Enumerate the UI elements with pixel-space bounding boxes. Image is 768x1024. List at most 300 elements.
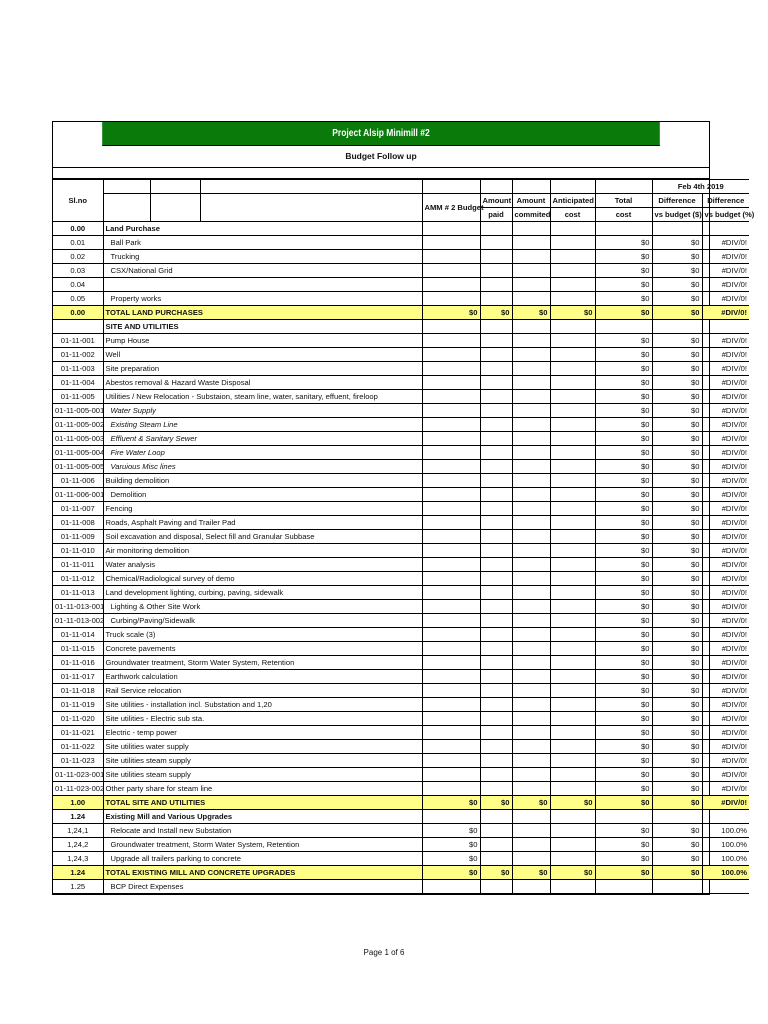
table-row bbox=[53, 292, 749, 306]
row-description: Utilities / New Relocation - Substaion, steam line, water, sanitary, effuent, fireloop bbox=[103, 390, 422, 404]
cell-budget bbox=[422, 236, 480, 250]
cell-budget bbox=[422, 698, 480, 712]
cell-diff-dollar: $0 bbox=[652, 236, 702, 250]
row-description: Fencing bbox=[103, 502, 422, 516]
row-description: Site utilities steam supply bbox=[103, 768, 422, 782]
cell-committed bbox=[512, 222, 550, 236]
header-date: Feb 4th 2019 bbox=[652, 180, 749, 194]
cell-budget: $0 bbox=[422, 306, 480, 320]
cell-committed bbox=[512, 698, 550, 712]
cell-total: $0 bbox=[595, 782, 652, 796]
cell-budget: $0 bbox=[422, 838, 480, 852]
cell-budget bbox=[422, 572, 480, 586]
table-row bbox=[53, 698, 749, 712]
table-row bbox=[53, 460, 749, 474]
cell-anticipated bbox=[550, 838, 595, 852]
cell-total: $0 bbox=[595, 754, 652, 768]
cell-anticipated bbox=[550, 418, 595, 432]
cell-budget bbox=[422, 432, 480, 446]
cell-diff-pct: #DIV/0! bbox=[702, 600, 749, 614]
cell-anticipated bbox=[550, 264, 595, 278]
cell-committed bbox=[512, 852, 550, 866]
row-description: Concrete pavements bbox=[103, 642, 422, 656]
cell-anticipated bbox=[550, 670, 595, 684]
cell-budget bbox=[422, 418, 480, 432]
cell-paid bbox=[480, 460, 512, 474]
cell-diff-dollar: $0 bbox=[652, 390, 702, 404]
cell-diff-dollar: $0 bbox=[652, 348, 702, 362]
cell-total: $0 bbox=[595, 530, 652, 544]
table-row bbox=[53, 418, 749, 432]
table-row bbox=[53, 628, 749, 642]
cell-diff-dollar: $0 bbox=[652, 698, 702, 712]
cell-total: $0 bbox=[595, 586, 652, 600]
cell-total: $0 bbox=[595, 390, 652, 404]
cell-anticipated bbox=[550, 586, 595, 600]
cell-committed bbox=[512, 754, 550, 768]
cell-total: $0 bbox=[595, 572, 652, 586]
row-number: 01-11-005-005 bbox=[53, 460, 103, 474]
table-row bbox=[53, 684, 749, 698]
row-description: Water Supply bbox=[103, 404, 422, 418]
table-row bbox=[53, 782, 749, 796]
cell-diff-pct: 100.0% bbox=[702, 852, 749, 866]
row-description: Property works bbox=[103, 292, 422, 306]
row-number: 01-11-005 bbox=[53, 390, 103, 404]
row-description: Ball Park bbox=[103, 236, 422, 250]
header-blank bbox=[512, 180, 550, 194]
cell-paid bbox=[480, 628, 512, 642]
cell-total: $0 bbox=[595, 278, 652, 292]
cell-paid bbox=[480, 810, 512, 824]
cell-diff-dollar: $0 bbox=[652, 796, 702, 810]
cell-paid bbox=[480, 614, 512, 628]
cell-committed bbox=[512, 880, 550, 894]
table-row bbox=[53, 404, 749, 418]
cell-paid bbox=[480, 236, 512, 250]
spacer-row bbox=[53, 168, 709, 179]
cell-paid bbox=[480, 838, 512, 852]
row-description: Soil excavation and disposal, Select fill and Granular Subbase bbox=[103, 530, 422, 544]
cell-diff-pct: #DIV/0! bbox=[702, 684, 749, 698]
cell-budget bbox=[422, 250, 480, 264]
row-number: 01-11-017 bbox=[53, 670, 103, 684]
row-number: 01-11-005-001 bbox=[53, 404, 103, 418]
row-description: Demolition bbox=[103, 488, 422, 502]
row-number: 01-11-012 bbox=[53, 572, 103, 586]
row-number: 0.03 bbox=[53, 264, 103, 278]
cell-diff-dollar: $0 bbox=[652, 376, 702, 390]
cell-diff-dollar: $0 bbox=[652, 740, 702, 754]
header-diff-pct: Difference bbox=[702, 194, 749, 208]
cell-anticipated bbox=[550, 712, 595, 726]
cell-committed bbox=[512, 670, 550, 684]
cell-committed bbox=[512, 628, 550, 642]
row-number: 01-11-016 bbox=[53, 656, 103, 670]
cell-budget bbox=[422, 474, 480, 488]
cell-budget bbox=[422, 642, 480, 656]
row-number: 01-11-013-002 bbox=[53, 614, 103, 628]
cell-diff-dollar: $0 bbox=[652, 530, 702, 544]
cell-total: $0 bbox=[595, 740, 652, 754]
row-number: 1.00 bbox=[53, 796, 103, 810]
row-description: TOTAL SITE AND UTILITIES bbox=[103, 796, 422, 810]
cell-paid bbox=[480, 572, 512, 586]
cell-budget bbox=[422, 488, 480, 502]
cell-budget bbox=[422, 292, 480, 306]
cell-paid bbox=[480, 740, 512, 754]
cell-anticipated bbox=[550, 376, 595, 390]
cell-committed bbox=[512, 348, 550, 362]
cell-committed: $0 bbox=[512, 866, 550, 880]
row-number: 1.24 bbox=[53, 810, 103, 824]
cell-diff-dollar: $0 bbox=[652, 572, 702, 586]
row-number: 01-11-006-001 bbox=[53, 488, 103, 502]
cell-budget bbox=[422, 600, 480, 614]
row-number: 01-11-020 bbox=[53, 712, 103, 726]
row-number: 0.01 bbox=[53, 236, 103, 250]
cell-committed bbox=[512, 684, 550, 698]
row-description: TOTAL LAND PURCHASES bbox=[103, 306, 422, 320]
cell-total bbox=[595, 810, 652, 824]
cell-total: $0 bbox=[595, 656, 652, 670]
cell-anticipated bbox=[550, 530, 595, 544]
row-description: Upgrade all trailers parking to concrete bbox=[103, 852, 422, 866]
cell-total: $0 bbox=[595, 404, 652, 418]
cell-paid bbox=[480, 250, 512, 264]
cell-total: $0 bbox=[595, 642, 652, 656]
cell-diff-pct: #DIV/0! bbox=[702, 698, 749, 712]
row-description: Effluent & Sanitary Sewer bbox=[103, 432, 422, 446]
cell-diff-pct: #DIV/0! bbox=[702, 278, 749, 292]
cell-paid bbox=[480, 292, 512, 306]
cell-diff-pct: #DIV/0! bbox=[702, 376, 749, 390]
cell-total: $0 bbox=[595, 726, 652, 740]
cell-committed bbox=[512, 488, 550, 502]
cell-committed bbox=[512, 376, 550, 390]
row-number: 01-11-022 bbox=[53, 740, 103, 754]
cell-paid bbox=[480, 348, 512, 362]
cell-paid bbox=[480, 432, 512, 446]
cell-committed bbox=[512, 474, 550, 488]
row-description bbox=[103, 278, 422, 292]
row-description: Land development lighting, curbing, paving, sidewalk bbox=[103, 586, 422, 600]
cell-paid bbox=[480, 684, 512, 698]
cell-paid bbox=[480, 852, 512, 866]
cell-diff-pct: #DIV/0! bbox=[702, 334, 749, 348]
section-row bbox=[53, 810, 749, 824]
cell-diff-dollar: $0 bbox=[652, 586, 702, 600]
table-row bbox=[53, 488, 749, 502]
cell-anticipated: $0 bbox=[550, 866, 595, 880]
cell-diff-pct: #DIV/0! bbox=[702, 292, 749, 306]
cell-diff-dollar: $0 bbox=[652, 264, 702, 278]
header-blank bbox=[480, 180, 512, 194]
cell-paid bbox=[480, 824, 512, 838]
row-description: Air monitoring demolition bbox=[103, 544, 422, 558]
cell-diff-dollar: $0 bbox=[652, 838, 702, 852]
cell-diff-pct: #DIV/0! bbox=[702, 502, 749, 516]
cell-budget bbox=[422, 544, 480, 558]
table-row bbox=[53, 348, 749, 362]
sheet-title: Project Alsip Minimill #2 bbox=[102, 122, 660, 146]
header-row-1 bbox=[53, 194, 749, 208]
cell-diff-pct: #DIV/0! bbox=[702, 670, 749, 684]
cell-diff-pct: 100.0% bbox=[702, 866, 749, 880]
header-amount-paid: Amount bbox=[480, 194, 512, 208]
table-row bbox=[53, 600, 749, 614]
cell-budget bbox=[422, 754, 480, 768]
cell-diff-dollar bbox=[652, 880, 702, 894]
cell-total: $0 bbox=[595, 362, 652, 376]
cell-budget bbox=[422, 404, 480, 418]
cell-paid bbox=[480, 698, 512, 712]
cell-total: $0 bbox=[595, 236, 652, 250]
cell-diff-dollar: $0 bbox=[652, 782, 702, 796]
cell-total: $0 bbox=[595, 768, 652, 782]
cell-anticipated bbox=[550, 572, 595, 586]
cell-diff-pct: #DIV/0! bbox=[702, 236, 749, 250]
cell-diff-dollar: $0 bbox=[652, 418, 702, 432]
row-number: 01-11-013-001 bbox=[53, 600, 103, 614]
cell-paid bbox=[480, 320, 512, 334]
row-description: Groundwater treatment, Storm Water System, Retention bbox=[103, 838, 422, 852]
cell-paid bbox=[480, 544, 512, 558]
row-description: Site preparation bbox=[103, 362, 422, 376]
cell-committed bbox=[512, 250, 550, 264]
cell-paid bbox=[480, 404, 512, 418]
cell-budget bbox=[422, 740, 480, 754]
table-row bbox=[53, 362, 749, 376]
cell-total: $0 bbox=[595, 838, 652, 852]
cell-committed bbox=[512, 516, 550, 530]
row-description: Varuious Misc lines bbox=[103, 460, 422, 474]
cell-anticipated bbox=[550, 474, 595, 488]
row-number: 1.24 bbox=[53, 866, 103, 880]
section-row bbox=[53, 222, 749, 236]
cell-total bbox=[595, 880, 652, 894]
cell-paid bbox=[480, 376, 512, 390]
header-total: Total bbox=[595, 194, 652, 208]
table-row bbox=[53, 768, 749, 782]
table-row bbox=[53, 656, 749, 670]
cell-anticipated bbox=[550, 278, 595, 292]
total-row bbox=[53, 306, 749, 320]
row-description: Pump House bbox=[103, 334, 422, 348]
cell-diff-pct: #DIV/0! bbox=[702, 614, 749, 628]
table-row bbox=[53, 642, 749, 656]
cell-budget bbox=[422, 222, 480, 236]
cell-anticipated bbox=[550, 642, 595, 656]
cell-committed bbox=[512, 586, 550, 600]
row-description: Well bbox=[103, 348, 422, 362]
cell-budget bbox=[422, 390, 480, 404]
cell-diff-dollar bbox=[652, 222, 702, 236]
cell-paid bbox=[480, 222, 512, 236]
cell-anticipated bbox=[550, 628, 595, 642]
row-description: Site utilities water supply bbox=[103, 740, 422, 754]
cell-anticipated bbox=[550, 488, 595, 502]
cell-diff-dollar: $0 bbox=[652, 600, 702, 614]
cell-diff-dollar: $0 bbox=[652, 670, 702, 684]
cell-committed bbox=[512, 334, 550, 348]
header-amount-paid-2: paid bbox=[480, 208, 512, 222]
cell-diff-dollar: $0 bbox=[652, 404, 702, 418]
header-blank bbox=[422, 180, 480, 194]
cell-budget bbox=[422, 670, 480, 684]
cell-budget bbox=[422, 264, 480, 278]
cell-committed bbox=[512, 600, 550, 614]
cell-anticipated bbox=[550, 726, 595, 740]
cell-anticipated bbox=[550, 362, 595, 376]
table-row bbox=[53, 824, 749, 838]
row-description: Abestos removal & Hazard Waste Disposal bbox=[103, 376, 422, 390]
row-description: TOTAL EXISTING MILL AND CONCRETE UPGRADES bbox=[103, 866, 422, 880]
cell-paid bbox=[480, 516, 512, 530]
row-number bbox=[53, 320, 103, 334]
cell-committed bbox=[512, 264, 550, 278]
cell-budget: $0 bbox=[422, 796, 480, 810]
cell-diff-dollar: $0 bbox=[652, 726, 702, 740]
table-row bbox=[53, 474, 749, 488]
row-number: 01-11-010 bbox=[53, 544, 103, 558]
cell-paid bbox=[480, 768, 512, 782]
cell-total: $0 bbox=[595, 488, 652, 502]
header-blank bbox=[200, 180, 422, 194]
cell-anticipated bbox=[550, 250, 595, 264]
row-number: 01-11-005-004 bbox=[53, 446, 103, 460]
cell-committed bbox=[512, 362, 550, 376]
cell-budget bbox=[422, 712, 480, 726]
cell-total: $0 bbox=[595, 460, 652, 474]
row-number: 01-11-008 bbox=[53, 516, 103, 530]
header-diff-dollar-2: vs budget ($) bbox=[652, 208, 702, 222]
row-number: 0.00 bbox=[53, 306, 103, 320]
cell-committed bbox=[512, 530, 550, 544]
cell-total: $0 bbox=[595, 698, 652, 712]
date-header-row bbox=[53, 180, 749, 194]
table-row bbox=[53, 236, 749, 250]
cell-budget bbox=[422, 334, 480, 348]
cell-committed bbox=[512, 726, 550, 740]
row-description: Curbing/Paving/Sidewalk bbox=[103, 614, 422, 628]
cell-diff-pct: #DIV/0! bbox=[702, 712, 749, 726]
table-row bbox=[53, 586, 749, 600]
cell-committed bbox=[512, 390, 550, 404]
cell-diff-pct: #DIV/0! bbox=[702, 348, 749, 362]
cell-anticipated bbox=[550, 754, 595, 768]
cell-diff-pct: #DIV/0! bbox=[702, 404, 749, 418]
cell-anticipated bbox=[550, 222, 595, 236]
cell-paid bbox=[480, 278, 512, 292]
cell-diff-dollar: $0 bbox=[652, 754, 702, 768]
header-blank bbox=[150, 180, 200, 194]
table-row bbox=[53, 754, 749, 768]
row-description: Roads, Asphalt Paving and Trailer Pad bbox=[103, 516, 422, 530]
row-description: Rail Service relocation bbox=[103, 684, 422, 698]
row-number: 01-11-021 bbox=[53, 726, 103, 740]
cell-paid bbox=[480, 488, 512, 502]
row-description: Groundwater treatment, Storm Water System, Retention bbox=[103, 656, 422, 670]
row-number: 01-11-023-002 bbox=[53, 782, 103, 796]
cell-diff-dollar: $0 bbox=[652, 656, 702, 670]
table-row bbox=[53, 726, 749, 740]
section-row bbox=[53, 320, 749, 334]
header-anticipated-2: cost bbox=[550, 208, 595, 222]
row-number: 01-11-023-001 bbox=[53, 768, 103, 782]
row-description: Land Purchase bbox=[103, 222, 422, 236]
cell-diff-dollar: $0 bbox=[652, 502, 702, 516]
cell-anticipated bbox=[550, 320, 595, 334]
cell-diff-dollar: $0 bbox=[652, 474, 702, 488]
row-description: CSX/National Grid bbox=[103, 264, 422, 278]
cell-diff-pct: #DIV/0! bbox=[702, 474, 749, 488]
row-description: Other party share for steam line bbox=[103, 782, 422, 796]
cell-anticipated bbox=[550, 740, 595, 754]
cell-paid: $0 bbox=[480, 796, 512, 810]
cell-budget bbox=[422, 460, 480, 474]
cell-diff-pct: #DIV/0! bbox=[702, 460, 749, 474]
cell-total: $0 bbox=[595, 866, 652, 880]
cell-diff-pct: #DIV/0! bbox=[702, 446, 749, 460]
row-number: 01-11-004 bbox=[53, 376, 103, 390]
row-number: 0.00 bbox=[53, 222, 103, 236]
cell-anticipated bbox=[550, 880, 595, 894]
row-description: Water analysis bbox=[103, 558, 422, 572]
cell-committed bbox=[512, 446, 550, 460]
total-row bbox=[53, 866, 749, 880]
row-number: 01-11-007 bbox=[53, 502, 103, 516]
row-description: Trucking bbox=[103, 250, 422, 264]
table-row bbox=[53, 250, 749, 264]
cell-budget bbox=[422, 684, 480, 698]
cell-committed bbox=[512, 558, 550, 572]
cell-anticipated bbox=[550, 236, 595, 250]
table-row bbox=[53, 838, 749, 852]
cell-committed bbox=[512, 740, 550, 754]
cell-paid bbox=[480, 558, 512, 572]
cell-budget bbox=[422, 502, 480, 516]
table-row bbox=[53, 614, 749, 628]
cell-total: $0 bbox=[595, 348, 652, 362]
cell-diff-pct: 100.0% bbox=[702, 838, 749, 852]
cell-diff-pct: #DIV/0! bbox=[702, 796, 749, 810]
cell-budget: $0 bbox=[422, 866, 480, 880]
table-row bbox=[53, 446, 749, 460]
cell-total: $0 bbox=[595, 852, 652, 866]
row-number: 0.04 bbox=[53, 278, 103, 292]
cell-total: $0 bbox=[595, 684, 652, 698]
row-number: 01-11-015 bbox=[53, 642, 103, 656]
row-description: Chemical/Radiological survey of demo bbox=[103, 572, 422, 586]
cell-budget bbox=[422, 614, 480, 628]
row-number: 01-11-018 bbox=[53, 684, 103, 698]
cell-committed bbox=[512, 642, 550, 656]
cell-committed bbox=[512, 404, 550, 418]
cell-paid bbox=[480, 754, 512, 768]
row-description: Site utilities - Electric sub sta. bbox=[103, 712, 422, 726]
cell-budget bbox=[422, 810, 480, 824]
cell-paid: $0 bbox=[480, 306, 512, 320]
cell-committed: $0 bbox=[512, 306, 550, 320]
cell-total: $0 bbox=[595, 824, 652, 838]
cell-committed bbox=[512, 824, 550, 838]
table-row bbox=[53, 390, 749, 404]
row-description: Earthwork calculation bbox=[103, 670, 422, 684]
cell-budget bbox=[422, 376, 480, 390]
cell-total: $0 bbox=[595, 614, 652, 628]
cell-diff-pct: #DIV/0! bbox=[702, 558, 749, 572]
